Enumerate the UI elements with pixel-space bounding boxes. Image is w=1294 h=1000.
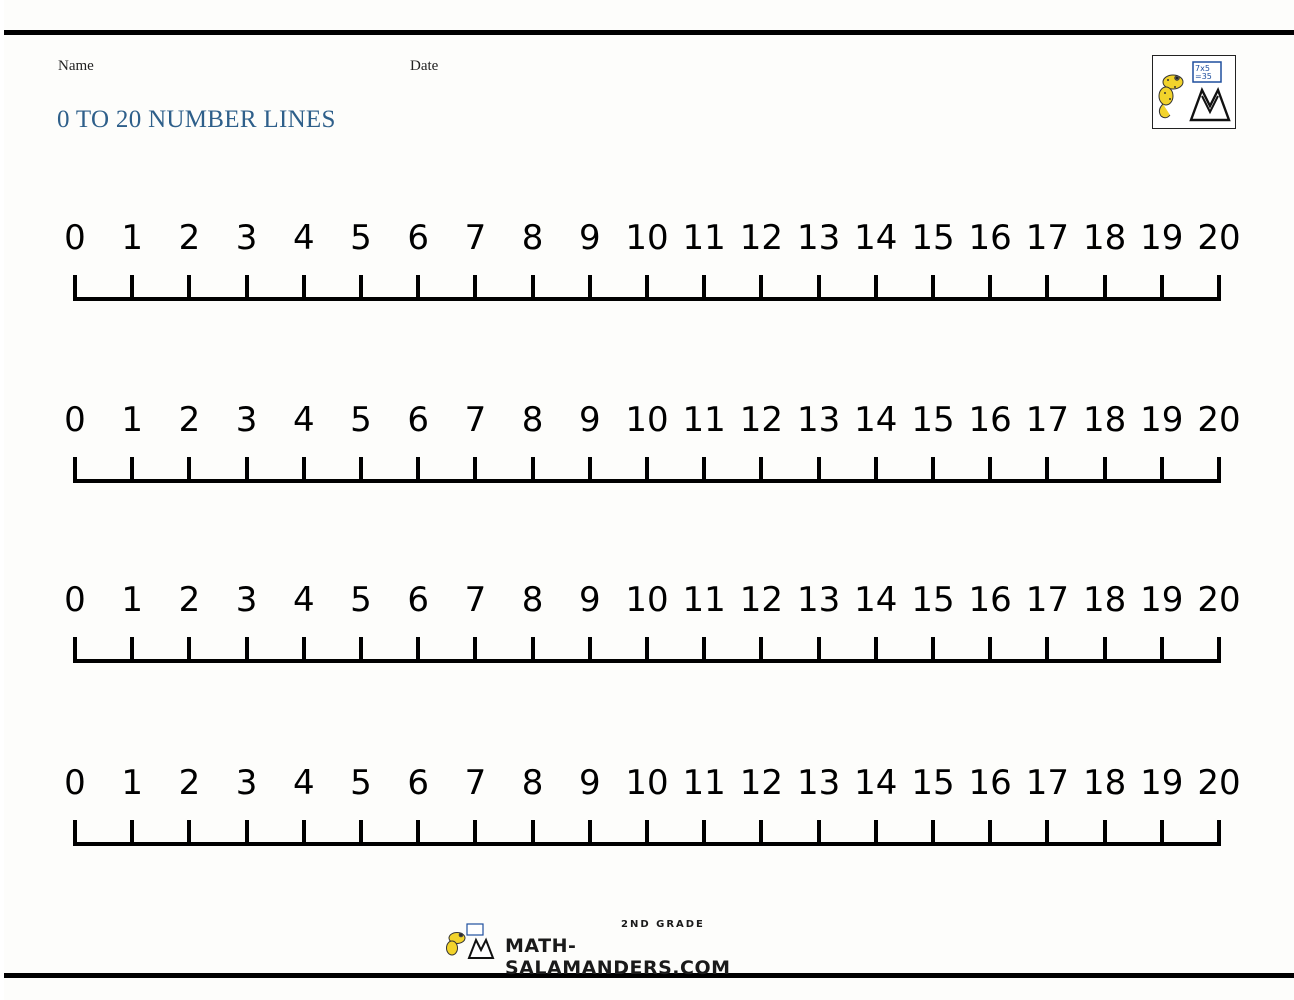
tick-mark xyxy=(531,457,535,483)
tick-mark xyxy=(1160,637,1164,663)
number-label: 0 xyxy=(64,580,86,620)
number-label: 17 xyxy=(1025,218,1070,258)
svg-text:7x5: 7x5 xyxy=(1195,64,1210,73)
tick-mark xyxy=(130,457,134,483)
math-salamanders-footer-icon xyxy=(443,922,501,960)
tick-mark xyxy=(1160,457,1164,483)
number-label: 9 xyxy=(578,763,601,803)
number-label: 1 xyxy=(121,400,144,440)
tick-mark xyxy=(588,275,592,301)
tick-mark xyxy=(473,457,477,483)
tick-mark xyxy=(645,275,649,301)
number-label: 13 xyxy=(796,763,841,803)
tick-mark xyxy=(1103,637,1107,663)
number-label: 9 xyxy=(578,580,601,620)
number-label: 12 xyxy=(739,400,784,440)
tick-mark xyxy=(645,637,649,663)
number-label: 18 xyxy=(1082,580,1127,620)
tick-mark xyxy=(874,820,878,846)
number-label: 16 xyxy=(968,218,1012,258)
number-label: 10 xyxy=(625,400,669,440)
number-label: 1 xyxy=(121,763,144,803)
number-label: 2 xyxy=(178,580,201,620)
number-label: 10 xyxy=(625,580,669,620)
tick-mark xyxy=(359,820,363,846)
tick-mark xyxy=(1103,820,1107,846)
tick-mark xyxy=(245,820,249,846)
tick-mark xyxy=(874,275,878,301)
tick-mark xyxy=(702,275,706,301)
tick-mark xyxy=(588,637,592,663)
page-title: 0 TO 20 NUMBER LINES xyxy=(57,106,336,133)
tick-mark xyxy=(988,637,992,663)
number-label: 0 xyxy=(64,218,86,258)
tick-mark xyxy=(73,275,77,301)
tick-mark xyxy=(645,820,649,846)
number-label: 2 xyxy=(178,218,201,258)
tick-mark xyxy=(988,820,992,846)
tick-mark xyxy=(531,637,535,663)
number-label: 3 xyxy=(235,400,258,440)
number-label: 14 xyxy=(854,580,898,620)
tick-mark xyxy=(130,637,134,663)
tick-mark xyxy=(1045,275,1049,301)
footer-site: MATH-SALAMANDERS.COM xyxy=(505,935,731,979)
tick-mark xyxy=(1045,820,1049,846)
footer-branding xyxy=(443,918,783,979)
tick-mark xyxy=(359,457,363,483)
tick-mark xyxy=(245,637,249,663)
number-line-1-axis xyxy=(57,275,1237,311)
tick-mark xyxy=(988,457,992,483)
number-label: 5 xyxy=(350,400,372,440)
tick-mark xyxy=(73,820,77,846)
number-label: 16 xyxy=(968,580,1012,620)
number-line-2-labels xyxy=(57,400,1241,448)
tick-mark xyxy=(1160,820,1164,846)
tick-mark xyxy=(988,275,992,301)
number-label: 20 xyxy=(1197,400,1241,440)
number-label: 12 xyxy=(739,218,784,258)
tick-mark xyxy=(359,275,363,301)
number-label: 11 xyxy=(682,763,726,803)
tick-mark xyxy=(702,457,706,483)
number-line-3-labels xyxy=(57,580,1241,628)
tick-mark xyxy=(531,275,535,301)
tick-mark xyxy=(1217,275,1221,301)
tick-mark xyxy=(759,275,763,301)
tick-mark xyxy=(817,275,821,301)
tick-mark xyxy=(187,457,191,483)
number-label: 3 xyxy=(235,763,258,803)
tick-mark xyxy=(931,637,935,663)
number-label: 7 xyxy=(464,218,487,258)
number-line-3 xyxy=(57,580,1241,680)
number-label: 20 xyxy=(1197,218,1241,258)
tick-mark xyxy=(931,275,935,301)
tick-mark xyxy=(359,637,363,663)
number-label: 19 xyxy=(1140,400,1184,440)
number-label: 9 xyxy=(578,400,601,440)
number-label: 8 xyxy=(521,400,544,440)
number-label: 15 xyxy=(911,580,955,620)
tick-mark xyxy=(1045,457,1049,483)
tick-mark xyxy=(1217,637,1221,663)
tick-mark xyxy=(817,457,821,483)
tick-mark xyxy=(588,457,592,483)
number-label: 11 xyxy=(682,400,726,440)
tick-mark xyxy=(416,457,420,483)
number-label: 13 xyxy=(796,218,841,258)
tick-mark xyxy=(931,457,935,483)
number-label: 8 xyxy=(521,218,544,258)
tick-mark xyxy=(416,637,420,663)
tick-mark xyxy=(817,820,821,846)
top-rule xyxy=(0,30,1294,35)
number-label: 7 xyxy=(464,580,487,620)
tick-mark xyxy=(130,275,134,301)
number-label: 0 xyxy=(64,400,86,440)
number-label: 4 xyxy=(292,400,315,440)
tick-mark xyxy=(302,457,306,483)
tick-mark xyxy=(473,820,477,846)
number-line-1 xyxy=(57,218,1241,318)
number-label: 6 xyxy=(407,580,430,620)
number-label: 2 xyxy=(178,400,201,440)
number-label: 6 xyxy=(407,218,430,258)
tick-mark xyxy=(645,457,649,483)
number-label: 6 xyxy=(407,763,430,803)
number-label: 8 xyxy=(521,763,544,803)
number-label: 13 xyxy=(796,400,841,440)
number-label: 16 xyxy=(968,400,1012,440)
tick-mark xyxy=(1103,457,1107,483)
tick-mark xyxy=(130,820,134,846)
number-label: 5 xyxy=(350,580,372,620)
number-label: 15 xyxy=(911,763,955,803)
number-label: 9 xyxy=(578,218,601,258)
footer-grade: 2ND GRADE xyxy=(621,919,705,930)
number-label: 3 xyxy=(235,580,258,620)
number-label: 12 xyxy=(739,580,784,620)
number-line-4-labels xyxy=(57,763,1241,811)
number-label: 7 xyxy=(464,763,487,803)
tick-mark xyxy=(1217,457,1221,483)
number-label: 15 xyxy=(911,400,955,440)
tick-mark xyxy=(759,637,763,663)
number-label: 14 xyxy=(854,218,898,258)
tick-mark xyxy=(531,820,535,846)
number-line-1-labels xyxy=(57,218,1241,266)
svg-text:=35: =35 xyxy=(1195,72,1212,81)
number-label: 19 xyxy=(1140,763,1184,803)
number-label: 4 xyxy=(292,580,315,620)
number-label: 11 xyxy=(682,580,726,620)
tick-mark xyxy=(759,457,763,483)
tick-mark xyxy=(931,820,935,846)
tick-mark xyxy=(1045,637,1049,663)
name-label: Name xyxy=(58,58,94,74)
tick-mark xyxy=(416,820,420,846)
left-margin xyxy=(0,0,4,1000)
tick-mark xyxy=(1160,275,1164,301)
tick-mark xyxy=(1217,820,1221,846)
number-line-4-axis xyxy=(57,820,1237,856)
number-label: 5 xyxy=(350,218,372,258)
number-label: 4 xyxy=(292,763,315,803)
number-label: 7 xyxy=(464,400,487,440)
number-label: 10 xyxy=(625,218,669,258)
tick-mark xyxy=(245,457,249,483)
number-label: 20 xyxy=(1197,580,1241,620)
number-line-2 xyxy=(57,400,1241,500)
number-label: 6 xyxy=(407,400,430,440)
number-label: 12 xyxy=(739,763,784,803)
tick-mark xyxy=(1103,275,1107,301)
tick-mark xyxy=(302,820,306,846)
math-salamanders-logo-icon xyxy=(1152,55,1236,129)
number-label: 2 xyxy=(178,763,201,803)
tick-mark xyxy=(759,820,763,846)
tick-mark xyxy=(416,275,420,301)
number-label: 3 xyxy=(235,218,258,258)
number-label: 1 xyxy=(121,580,144,620)
number-line-2-axis xyxy=(57,457,1237,493)
number-label: 19 xyxy=(1140,580,1184,620)
number-line-3-axis xyxy=(57,637,1237,673)
number-label: 1 xyxy=(121,218,144,258)
number-label: 0 xyxy=(64,763,86,803)
number-label: 10 xyxy=(625,763,669,803)
number-label: 18 xyxy=(1082,218,1127,258)
tick-mark xyxy=(73,637,77,663)
tick-mark xyxy=(473,637,477,663)
number-label: 19 xyxy=(1140,218,1184,258)
tick-mark xyxy=(245,275,249,301)
tick-mark xyxy=(874,457,878,483)
number-label: 14 xyxy=(854,763,898,803)
tick-mark xyxy=(473,275,477,301)
tick-mark xyxy=(73,457,77,483)
number-label: 17 xyxy=(1025,763,1070,803)
number-label: 16 xyxy=(968,763,1012,803)
number-label: 11 xyxy=(682,218,726,258)
tick-mark xyxy=(817,637,821,663)
tick-mark xyxy=(874,637,878,663)
tick-mark xyxy=(302,275,306,301)
tick-mark xyxy=(187,820,191,846)
tick-mark xyxy=(588,820,592,846)
number-label: 15 xyxy=(911,218,955,258)
number-label: 18 xyxy=(1082,400,1127,440)
number-label: 13 xyxy=(796,580,841,620)
number-label: 4 xyxy=(292,218,315,258)
tick-mark xyxy=(702,637,706,663)
number-label: 17 xyxy=(1025,580,1070,620)
tick-mark xyxy=(702,820,706,846)
number-label: 20 xyxy=(1197,763,1241,803)
number-label: 17 xyxy=(1025,400,1070,440)
tick-mark xyxy=(187,637,191,663)
tick-mark xyxy=(187,275,191,301)
tick-mark xyxy=(302,637,306,663)
number-label: 8 xyxy=(521,580,544,620)
number-label: 14 xyxy=(854,400,898,440)
number-label: 5 xyxy=(350,763,372,803)
number-label: 18 xyxy=(1082,763,1127,803)
number-line-4 xyxy=(57,763,1241,863)
date-label: Date xyxy=(410,58,439,74)
